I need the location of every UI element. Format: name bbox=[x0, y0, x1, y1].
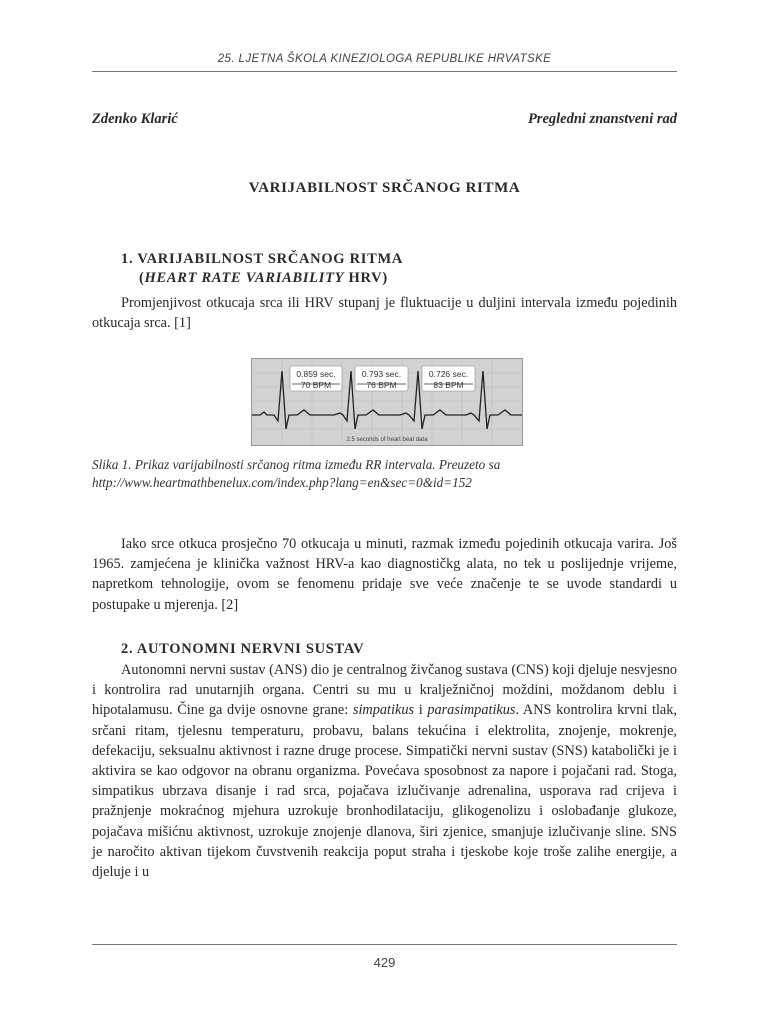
ans-text-part2: . ANS kontrolira krvni tlak, srčani ritam, tjelesnu temperaturu, probavu, balans tekućina i elektrolita, znojenje, mokrenje, defekaciju, seksualnu aktivnost i razne druge procese. Simpatički nervni sustav (SNS) katabolički je i aktivira se kao odgovor na obranu organizma. Povećava sposobnost za napore i pojačani rad. Stoga, simpatikus ubrzava disanje i rad srca, pojačava izlučivanje adrenalina, usporava rad crijeva i pražnjenje mokraćnog mjehura uzrokuje bronhodilataciju, glikogenolizu i oslobađanje glukoze, pojačava mišićnu aktivnost, uzrokuje znojenje dlanova, širi zjenice, smanjuje izlučivanje sline. SNS je naročito aktivan tijekom čuvstvenih reakcija poput straha i tjeskobe koje troše zalihe energije, a djeluje i u bbox=[92, 702, 677, 881]
figure-caption: Slika 1. Prikaz varijabilnosti srčanog ritma između RR intervala. Preuzeto sa http://www.heartmathbenelux.com/index.php?lang=en&sec=0&id=152 bbox=[92, 457, 501, 490]
term-parasimpatikus: parasimpatikus bbox=[427, 702, 516, 719]
ans-text-and: i bbox=[414, 702, 428, 719]
heading-abbrev: HRV) bbox=[344, 270, 388, 286]
section-1-heading bbox=[121, 250, 677, 288]
interval-3-time: 0.726 sec. bbox=[428, 369, 469, 379]
heading-open-paren: ( bbox=[139, 270, 145, 286]
interval-2-time: 0.793 sec. bbox=[361, 369, 402, 379]
interval-2-bpm: 76 BPM bbox=[366, 380, 397, 390]
heading-italic-term: HEART RATE VARIABILITY bbox=[144, 270, 345, 286]
footer-rule bbox=[92, 944, 677, 945]
ecg-figure bbox=[251, 358, 523, 446]
figure-footer: 2.5 seconds of heart beat data bbox=[346, 437, 428, 443]
term-simpatikus: simpatikus bbox=[352, 702, 415, 719]
author-line bbox=[92, 111, 677, 128]
interval-1-time: 0.859 sec. bbox=[296, 369, 336, 379]
ecg-chart bbox=[252, 359, 522, 445]
section-2-heading: 2. AUTONOMNI NERVNI SUSTAV bbox=[121, 641, 365, 657]
running-head: 25. LJETNA ŠKOLA KINEZIOLOGA REPUBLIKE HRVATSKE bbox=[217, 53, 552, 65]
interval-3-bpm: 83 BPM bbox=[433, 380, 464, 390]
paragraph-ans bbox=[92, 660, 677, 882]
header-rule bbox=[92, 71, 677, 72]
author-name: Zdenko Klarić bbox=[92, 111, 178, 127]
page-number: 429 bbox=[373, 955, 396, 970]
article-title: VARIJABILNOST SRČANOG RITMA bbox=[248, 180, 521, 196]
section-1-heading-line1: 1. VARIJABILNOST SRČANOG RITMA bbox=[121, 251, 404, 267]
article-type: Pregledni znanstveni rad bbox=[527, 111, 677, 127]
paragraph-hrv-definition: Promjenjivost otkucaja srca ili HRV stupanj je fluktuacije u duljini intervala između pojedinih otkucaja srca. [1] bbox=[92, 295, 677, 332]
interval-1-bpm: 70 BPM bbox=[300, 380, 332, 390]
section-1-heading-line2 bbox=[121, 269, 677, 288]
ans-text-part1: Autonomni nervni sustav (ANS) dio je centralnog živčanog sustava (CNS) koji djeluje nesvjesno i kontrolira rad unutarnjih organa. Centri su mu u kralježničnoj moždini, moždanom deblu i hipotalamusu. Čine ga dvije osnovne grane: bbox=[92, 662, 677, 719]
paragraph-hrv-history: Iako srce otkuca prosječno 70 otkucaja u minuti, razmak između pojedinih otkucaja varira. Još 1965. zamjećena je klinička važnost HRV-a kao diagnostičkg alata, no tek u poslijednje vrijeme, napretkom tehnologije, ovom se fenomenu pridaje sve veće značenje te se uvode standardi u postupake u mjerenja. [2] bbox=[92, 536, 677, 613]
